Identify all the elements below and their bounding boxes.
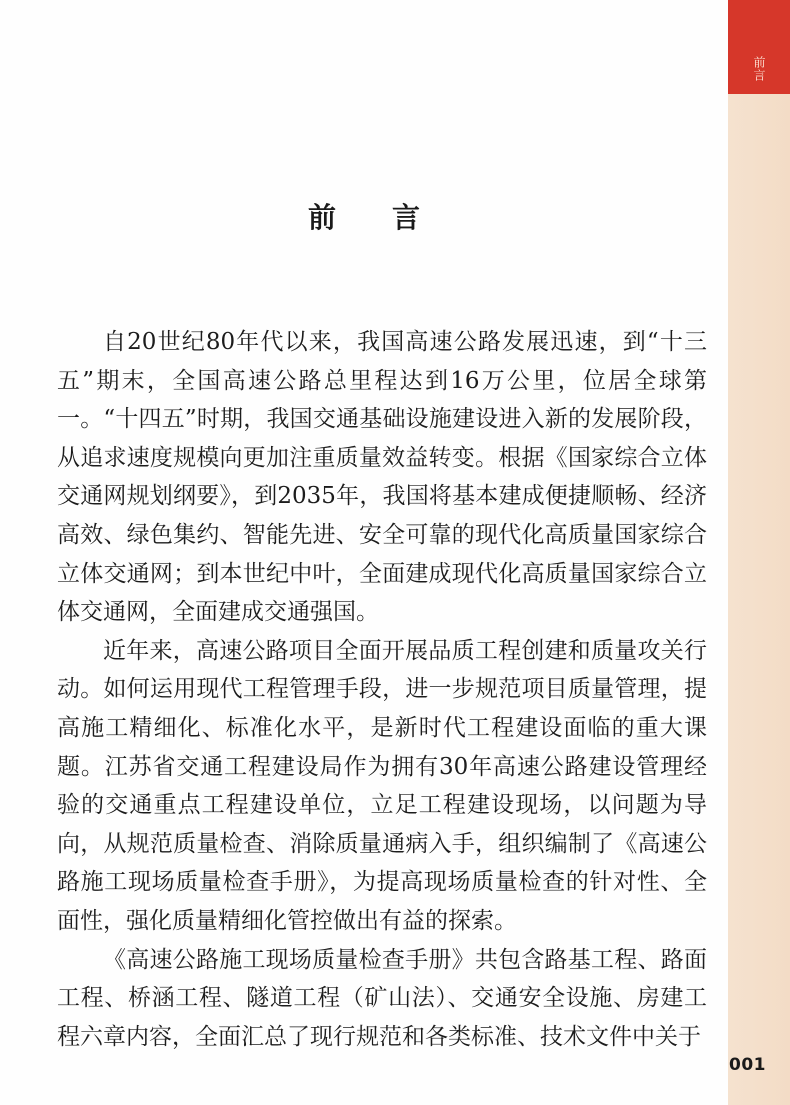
- body-text: [57, 323, 707, 1056]
- paragraph-1: 自20世纪80年代以来，我国高速公路发展迅速，到“十三五”期末，全国高速公路总里程达到16万公里，位居全球第一。“十四五”时期，我国交通基础设施建设进入新的发展阶段，从追求速度规模向更加注重质量效益转变。根据《国家综合立体交通网规划纲要》，到2035年，我国将基本建成便捷顺畅、经济高效、绿色集约、智能先进、安全可靠的现代化高质量国家综合立体交通网；到本世纪中叶，全面建成现代化高质量国家综合立体交通网，全面建成交通强国。: [57, 329, 707, 626]
- paragraph-3: 《高速公路施工现场质量检查手册》共包含路基工程、路面工程、桥涵工程、隧道工程（矿山法）、交通安全设施、房建工程六章内容，全面汇总了现行规范和各类标准、技术文件中关于: [57, 946, 707, 1050]
- section-tab-label: 前言: [752, 56, 766, 82]
- page-title: 前言: [307, 201, 476, 234]
- side-margin-strip: [728, 0, 790, 1105]
- section-tab: [728, 0, 790, 94]
- paragraph-2: 近年来，高速公路项目全面开展品质工程创建和质量攻关行动。如何运用现代工程管理手段，进一步规范项目质量管理，提高施工精细化、标准化水平，是新时代工程建设面临的重大课题。江苏省交通工程建设局作为拥有30年高速公路建设管理经验的交通重点工程建设单位，立足工程建设现场，以问题为导向，从规范质量检查、消除质量通病入手，组织编制了《高速公路施工现场质量检查手册》，为提高现场质量检查的针对性、全面性，强化质量精细化管控做出有益的探索。: [57, 637, 707, 934]
- page-number: 001: [729, 1055, 766, 1075]
